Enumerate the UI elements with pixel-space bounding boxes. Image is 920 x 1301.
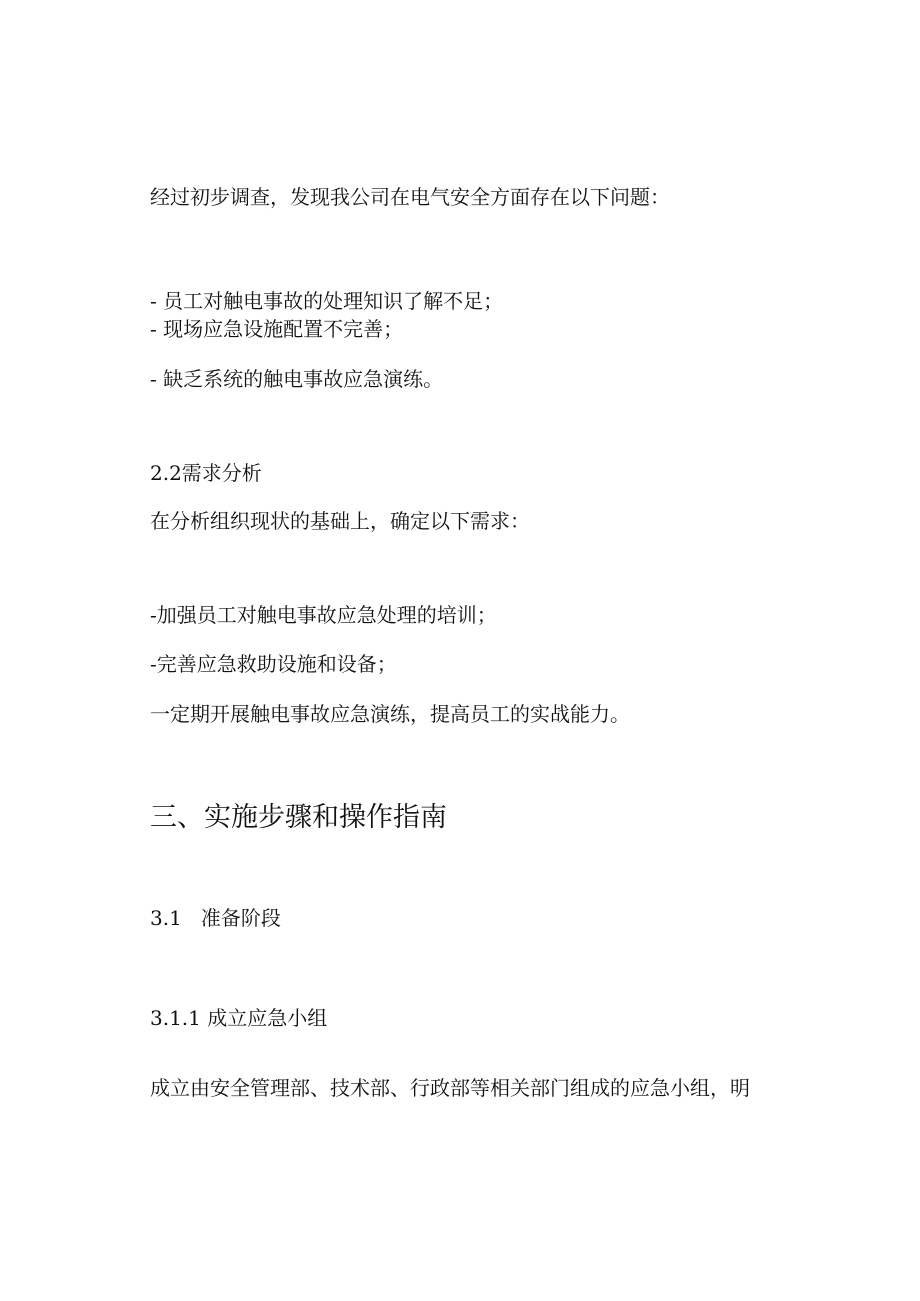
need-item-2: -完善应急救助设施和设备； [150,652,397,676]
section-heading-3: 三、实施步骤和操作指南 [150,802,447,833]
need-item-3: 一定期开展触电事故应急演练，提高员工的实战能力。 [150,702,630,726]
problem-item-3: - 缺乏系统的触电事故应急演练。 [150,367,444,391]
intro-paragraph: 经过初步调查，发现我公司在电气安全方面存在以下问题： [150,185,670,209]
problem-item-1: - 员工对触电事故的处理知识了解不足； [150,289,504,313]
subsection-heading-2-2: 2.2需求分析 [150,461,262,485]
subsection-heading-3-1: 3.1 准备阶段 [150,906,281,930]
subsection-heading-3-1-1: 3.1.1 成立应急小组 [150,1006,328,1030]
need-item-1: -加强员工对触电事故应急处理的培训； [150,603,497,627]
needs-intro-paragraph: 在分析组织现状的基础上，确定以下需求： [150,509,530,533]
body-paragraph: 成立由安全管理部、技术部、行政部等相关部门组成的应急小组，明 [150,1076,750,1100]
problem-item-2: - 现场应急设施配置不完善； [150,317,404,341]
